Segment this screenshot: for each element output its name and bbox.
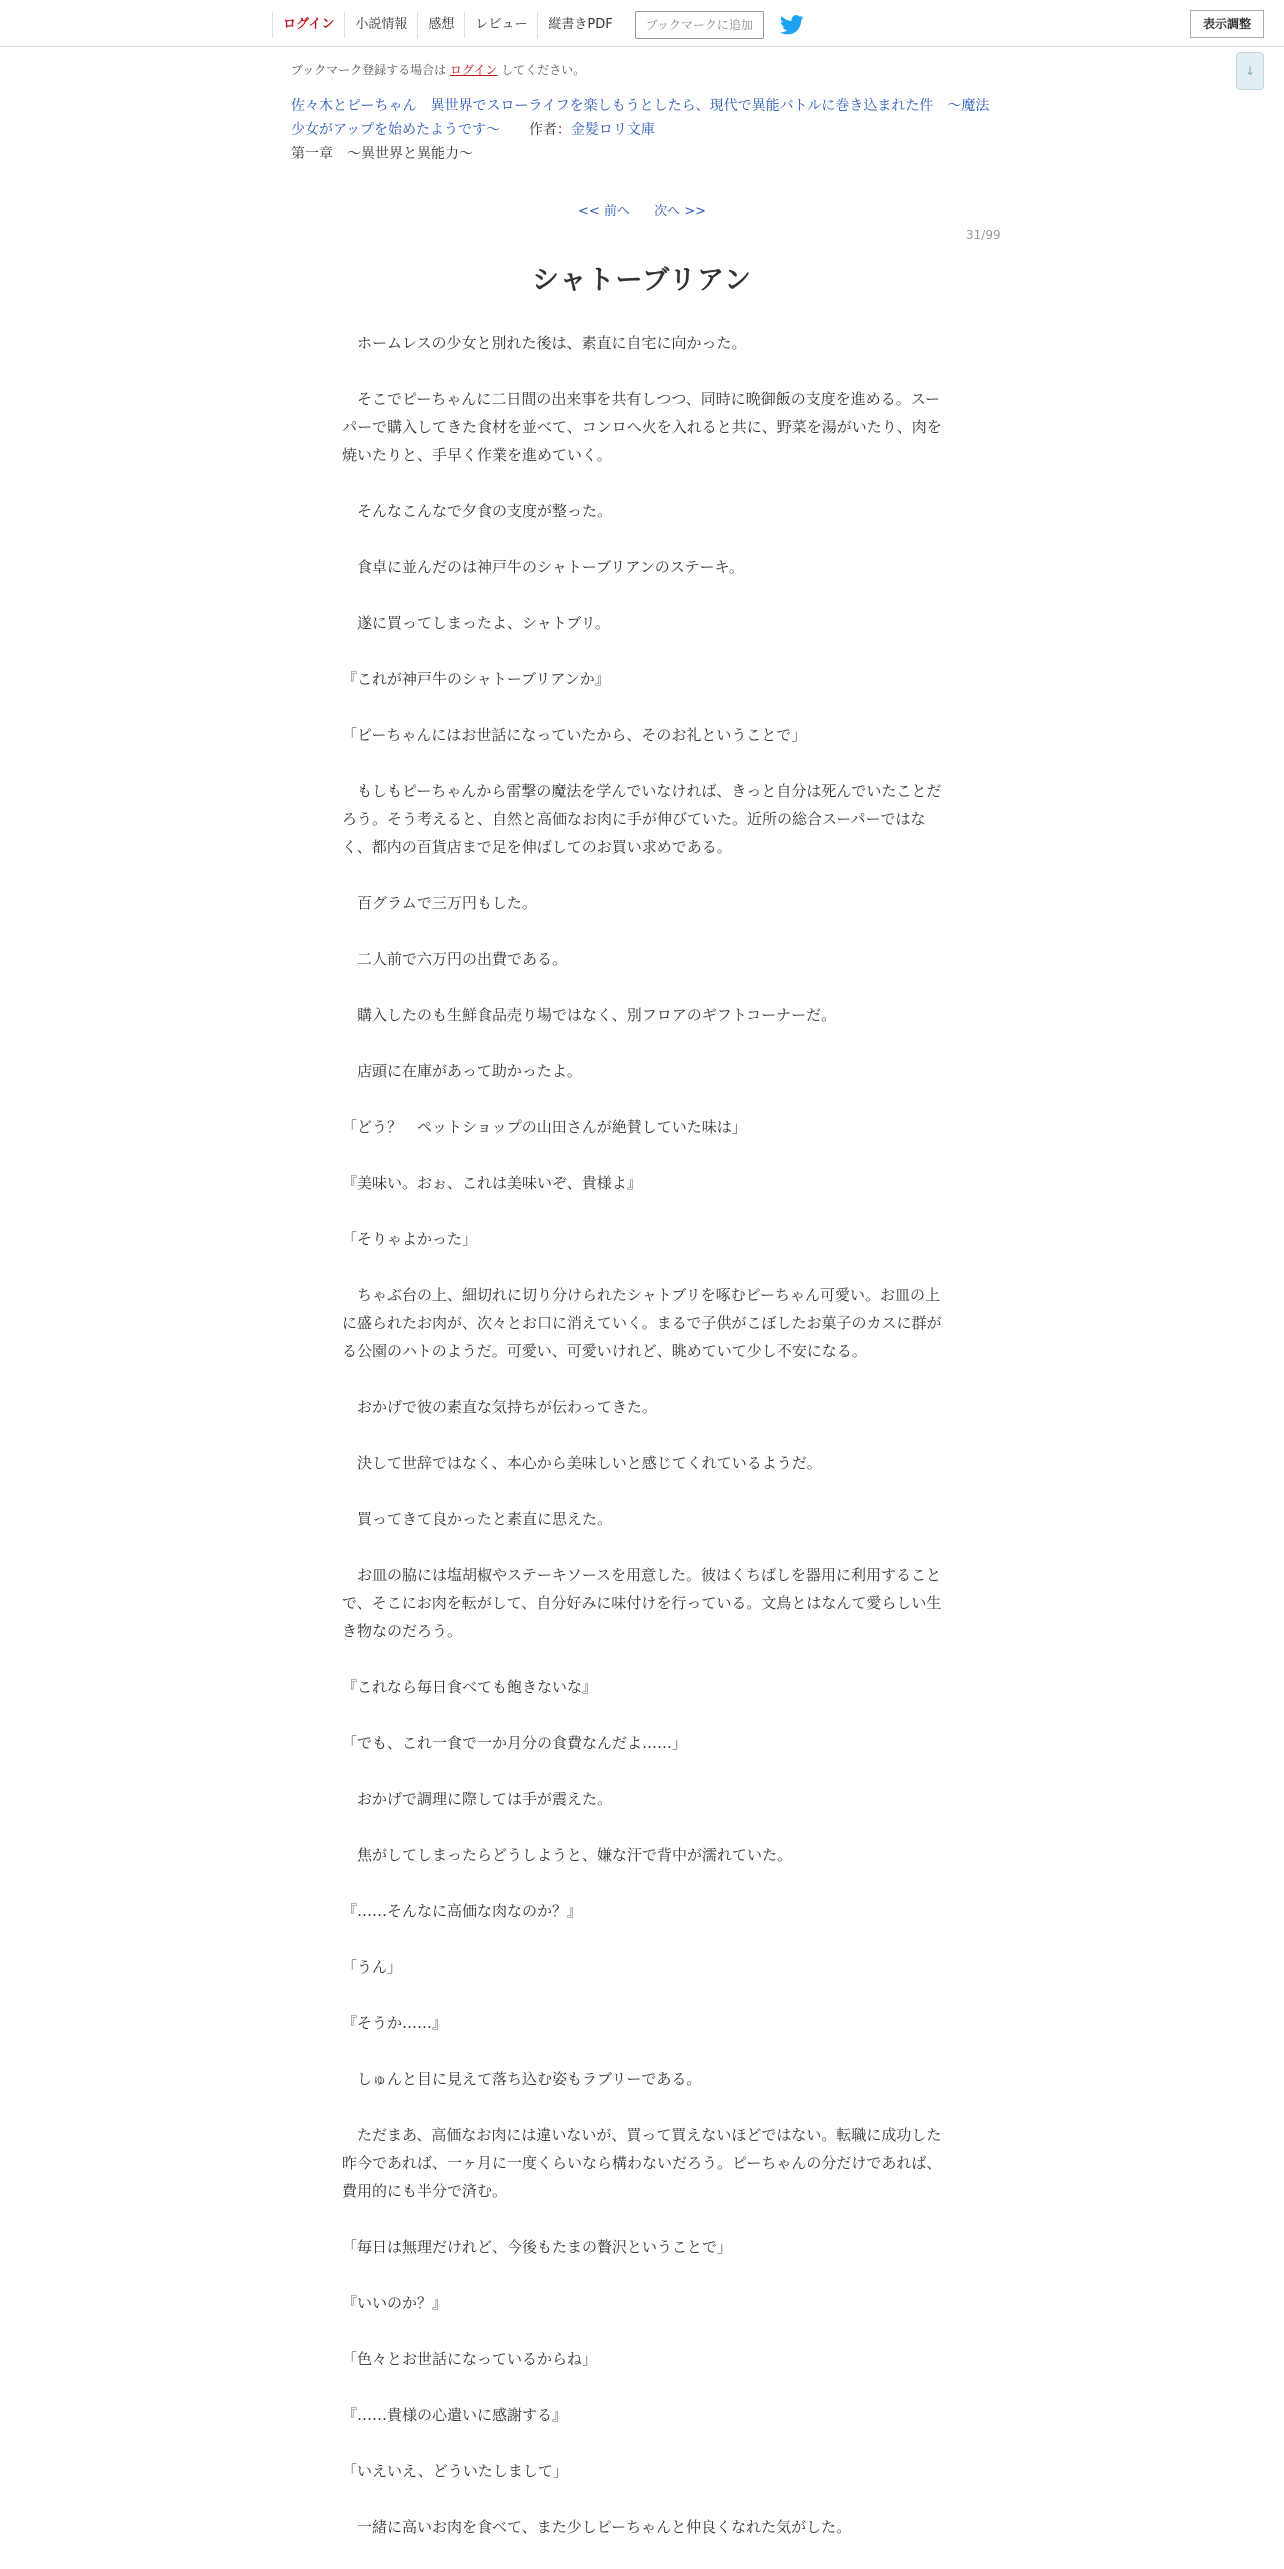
body-paragraph: 『美味い。おぉ、これは美味いぞ、貴様よ』 xyxy=(342,1174,642,1192)
prev-episode-link[interactable]: << 前へ xyxy=(578,204,630,219)
episode-number: 31/99 xyxy=(966,228,1001,242)
body-paragraph: 「うん」 xyxy=(342,1958,403,1976)
add-bookmark-button[interactable]: ブックマークに追加 xyxy=(635,11,764,39)
novel-header xyxy=(291,60,1001,166)
body-paragraph: 焦がしてしまったらどうしようと、嫌な汗で背中が濡れていた。 xyxy=(342,1846,793,1864)
body-paragraph: もしもピーちゃんから雷撃の魔法を学んでいなければ、きっと自分は死んでいたことだろう。そう考えると、自然と高価なお肉に手が伸びていた。近所の総合スーパーではなく、都内の百貨店まで足を伸ばしてのお買い求めである。 xyxy=(342,782,942,856)
next-episode-link[interactable]: 次へ >> xyxy=(654,204,706,219)
body-paragraph: 『これなら毎日食べても飽きないな』 xyxy=(342,1678,598,1696)
body-paragraph: おかげで彼の素直な気持ちが伝わってきた。 xyxy=(342,1398,657,1416)
body-paragraph: しゅんと目に見えて落ち込む姿もラブリーである。 xyxy=(342,2070,702,2088)
body-paragraph: 二人前で六万円の出費である。 xyxy=(342,950,568,968)
body-paragraph: 一緒に高いお肉を食べて、また少しピーちゃんと仲良くなれた気がした。 xyxy=(342,2518,852,2536)
body-paragraph: 『いいのか？』 xyxy=(342,2294,448,2312)
author-link[interactable]: 金髪ロリ文庫 xyxy=(570,122,655,138)
author-label: 作者： xyxy=(528,122,571,138)
body-paragraph: 『そうか……』 xyxy=(342,2014,448,2032)
body-paragraph: 『……そんなに高価な肉なのか？』 xyxy=(342,1902,583,1920)
body-paragraph: ホームレスの少女と別れた後は、素直に自宅に向かった。 xyxy=(342,334,747,352)
body-paragraph: そんなこんなで夕食の支度が整った。 xyxy=(342,502,613,520)
nav-novel-info-link[interactable]: 小説情報 xyxy=(344,12,417,38)
bookmark-login-link[interactable]: ログイン xyxy=(450,63,498,77)
nav-impressions-link[interactable]: 感想 xyxy=(417,12,464,38)
display-settings-button[interactable]: 表示調整 xyxy=(1190,10,1264,38)
body-paragraph: 『これが神戸牛のシャトーブリアンか』 xyxy=(342,670,610,688)
twitter-share-icon[interactable] xyxy=(780,14,806,36)
episode-pager xyxy=(0,200,1284,219)
body-paragraph: 「でも、これ一食で一か月分の食費なんだよ……」 xyxy=(342,1734,688,1752)
episode-title: シャトーブリアン xyxy=(532,265,752,296)
nav-menu xyxy=(272,10,806,40)
body-paragraph: 決して世辞ではなく、本心から美味しいと感じてくれているようだ。 xyxy=(342,1454,822,1472)
body-paragraph: そこでピーちゃんに二日間の出来事を共有しつつ、同時に晩御飯の支度を進める。スーパーで購入してきた食材を並べて、コンロへ火を入れると共に、野菜を湯がいたり、肉を焼いたりと、手早く作業を進めていく。 xyxy=(342,390,942,464)
body-paragraph: 「そりゃよかった」 xyxy=(342,1230,478,1248)
body-paragraph: 「色々とお世話になっているからね」 xyxy=(342,2350,598,2368)
nav-login-link[interactable]: ログイン xyxy=(272,12,344,38)
bookmark-login-notice: ブックマーク登録する場合は ログイン してください。 xyxy=(291,63,586,77)
body-paragraph: 「どう？ ペットショップの山田さんが絶賛していた味は」 xyxy=(342,1118,747,1136)
body-paragraph: 購入したのも生鮮食品売り場ではなく、別フロアのギフトコーナーだ。 xyxy=(342,1006,837,1024)
series-info xyxy=(291,94,1001,142)
body-paragraph: 買ってきて良かったと素直に思えた。 xyxy=(342,1510,613,1528)
body-paragraph: 「毎日は無理だけれど、今後もたまの贅沢ということで」 xyxy=(342,2238,733,2256)
body-paragraph: 遂に買ってしまったよ、シャトブリ。 xyxy=(342,614,610,632)
series-title-link[interactable]: 佐々木とピーちゃん 異世界でスローライフを楽しもうとしたら、現代で異能バトルに巻き込まれた件 ～魔法少女がアップを始めたようです～ xyxy=(291,98,990,138)
scroll-down-button[interactable]: ↓ xyxy=(1236,52,1264,90)
nav-review-link[interactable]: レビュー xyxy=(464,12,537,38)
body-paragraph: おかげで調理に際しては手が震えた。 xyxy=(342,1790,613,1808)
body-paragraph: ただまあ、高価なお肉には違いないが、買って買えないほどではない。転職に成功した昨今であれば、一ヶ月に一度くらいなら構わないだろう。ピーちゃんの分だけであれば、費用的にも半分で済む。 xyxy=(342,2126,942,2200)
body-paragraph: お皿の脇には塩胡椒やステーキソースを用意した。彼はくちばしを器用に利用することで、そこにお肉を転がして、自分好みに味付けを行っている。文鳥とはなんて愛らしい生き物なのだろう。 xyxy=(342,1566,942,1640)
body-paragraph: 百グラムで三万円もした。 xyxy=(342,894,537,912)
nav-vertical-pdf-link[interactable]: 縦書きPDF xyxy=(537,12,622,38)
body-paragraph: ちゃぶ台の上、細切れに切り分けられたシャトブリを啄むピーちゃん可愛い。お皿の上に盛られたお肉が、次々とお口に消えていく。まるで子供がこぼしたお菓子のカスに群がる公園のハトのようだ。可愛い、可愛いけれど、眺めていて少し不安になる。 xyxy=(342,1286,942,1360)
body-paragraph: 店頭に在庫があって助かったよ。 xyxy=(342,1062,582,1080)
body-paragraph: 食卓に並んだのは神戸牛のシャトーブリアンのステーキ。 xyxy=(342,558,744,576)
episode-body xyxy=(342,329,942,2569)
body-paragraph: 「ピーちゃんにはお世話になっていたから、そのお礼ということで」 xyxy=(342,726,807,744)
body-paragraph: 「いえいえ、どういたしまして」 xyxy=(342,2462,568,2480)
chapter-title: 第一章 ～異世界と異能力～ xyxy=(291,146,473,162)
top-navigation-bar xyxy=(0,0,1284,47)
body-paragraph: 『……貴様の心遣いに感謝する』 xyxy=(342,2406,568,2424)
